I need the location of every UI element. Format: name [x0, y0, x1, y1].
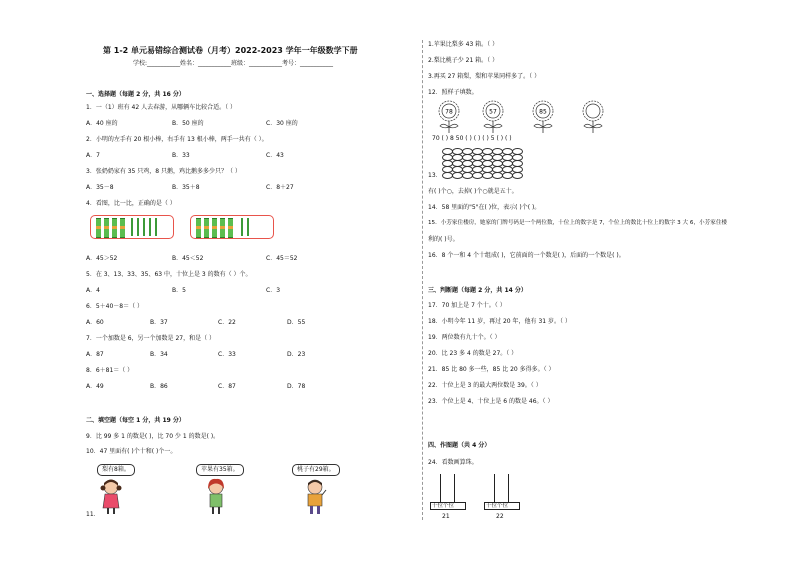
speech-bubble-peaches: 桃子有29箱。: [292, 464, 340, 476]
question-12: 12．照样子填数。: [428, 89, 478, 96]
question-22: 22．十位上是 3 的最大两位数是 39。（ ）: [428, 382, 542, 389]
speech-bubble-apples: 苹果有35箱。: [196, 464, 244, 476]
q8-option-a[interactable]: A．49: [86, 383, 104, 390]
q4-option-b[interactable]: B．45＜52: [172, 255, 204, 262]
flower-number: 85: [539, 108, 547, 116]
student-info-line: 学校:___________姓名：___________班级：___________考号：___________: [133, 60, 334, 67]
flower-icon: [480, 100, 506, 134]
single-stick: [247, 218, 249, 236]
question-10: 10．47 里面有( )个十和( )个一。: [86, 448, 177, 455]
abacus-rod-ones: [508, 474, 509, 502]
flower-number: 78: [445, 108, 453, 116]
section-fill-heading: 二、填空题（每空 1 分，共 19 分）: [86, 417, 185, 424]
abacus-number: 21: [442, 513, 450, 520]
question-16: 16．8 个一和 4 个十组成( )，它前面的一个数是( )，后面的一个数是( )。: [428, 252, 625, 259]
q6-option-b[interactable]: B．37: [150, 319, 168, 326]
speech-bubble-pears: 梨有8箱。: [97, 464, 135, 476]
q11-sub-3: 3.再买 27 箱梨，梨和苹果同样多了。（ ）: [428, 73, 541, 80]
q1-option-b[interactable]: B．50 座的: [172, 120, 204, 127]
girl-red-hair-icon: [205, 478, 227, 516]
q3-option-a[interactable]: A．35－8: [86, 184, 114, 191]
question-13-text: 有( )个○，去掉( )个○就是五十。: [428, 188, 518, 195]
question-6: 6．5＋40－8＝（ ）: [86, 303, 143, 310]
question-19: 19．两位数有九十个。（ ）: [428, 334, 501, 341]
bundle-figure-right: [190, 215, 274, 239]
flower-icon: [530, 100, 556, 134]
question-9: 9．比 99 多 1 的数是( )，比 70 少 1 的数是( )。: [86, 433, 220, 440]
q2-option-b[interactable]: B．33: [172, 152, 190, 159]
q7-option-a[interactable]: A．87: [86, 351, 104, 358]
abacus-place-label: 十位个位: [486, 502, 509, 509]
question-7: 7．一个加数是 6，另一个加数是 27，和是（ ）: [86, 335, 215, 342]
single-stick: [155, 218, 157, 236]
section-judge-heading: 三、判断题（每题 2 分，共 14 分）: [428, 287, 527, 294]
question-23: 23．个位上是 4、十位上是 6 的数是 46。（ ）: [428, 398, 554, 405]
q1-option-a[interactable]: A．40 座的: [86, 120, 118, 127]
q6-option-d[interactable]: D．55: [287, 319, 306, 326]
question-14: 14．58 里面的"5"在( )位，表示( )个( )。: [428, 204, 541, 211]
abacus-rod-tens: [440, 474, 441, 502]
q7-option-c[interactable]: C．33: [218, 351, 236, 358]
q2-option-c[interactable]: C．43: [266, 152, 284, 159]
single-stick: [241, 218, 243, 236]
single-stick: [149, 218, 151, 236]
question-18: 18．小明今年 11 岁，再过 20 年，他有 31 岁。（ ）: [428, 318, 571, 325]
question-4: 4．看图，比一比，正确的是（ ）: [86, 200, 176, 207]
column-divider: [422, 40, 423, 520]
q2-option-a[interactable]: A．7: [86, 152, 100, 159]
boy-icon: [303, 478, 327, 516]
stick-bundle: [112, 218, 117, 238]
q1-option-c[interactable]: C．30 座的: [266, 120, 298, 127]
question-21: 21．85 比 80 多一些，85 比 20 多得多。（ ）: [428, 366, 555, 373]
q6-option-a[interactable]: A．60: [86, 319, 104, 326]
single-stick: [131, 218, 133, 236]
question-17: 17．70 加上是 7 个十。（ ）: [428, 302, 506, 309]
abacus-21: [430, 474, 466, 520]
q8-option-c[interactable]: C．87: [218, 383, 236, 390]
q6-option-c[interactable]: C．22: [218, 319, 236, 326]
page-title: 第 1-2 单元易错综合测试卷（月考）2022-2023 学年一年级数学下册: [103, 46, 358, 55]
bead-circle: [512, 172, 523, 179]
q3-option-c[interactable]: C．8＋27: [266, 184, 294, 191]
flower-icon: [580, 100, 606, 134]
q5-option-c[interactable]: C．3: [266, 287, 281, 294]
question-20: 20．比 23 多 4 的数是 27。（ ）: [428, 350, 518, 357]
stick-bundle: [104, 218, 109, 238]
stick-bundle: [96, 218, 101, 238]
q4-option-c[interactable]: C．45＝52: [266, 255, 298, 262]
stick-bundle: [204, 218, 209, 238]
stick-bundle: [196, 218, 201, 238]
abacus-place-label: 十位个位: [432, 502, 455, 509]
q4-option-a[interactable]: A．45＞52: [86, 255, 118, 262]
question-11: 11．: [86, 511, 100, 518]
q5-option-b[interactable]: B．5: [172, 287, 186, 294]
q8-option-b[interactable]: B．86: [150, 383, 168, 390]
stick-bundle: [120, 218, 125, 238]
stick-bundle: [220, 218, 225, 238]
flower-number: 57: [489, 108, 497, 116]
section-choice-heading: 一、选择题（每题 2 分，共 16 分）: [86, 91, 185, 98]
question-8: 8．6＋81＝（ ）: [86, 367, 134, 374]
abacus-rod-tens: [494, 474, 495, 502]
abacus-number: 22: [496, 513, 504, 520]
question-15-cont: 利的( )号。: [428, 236, 459, 243]
q3-option-b[interactable]: B．35＋8: [172, 184, 200, 191]
q5-option-a[interactable]: A．4: [86, 287, 100, 294]
q11-sub-2: 2.梨比桃子少 21 箱。（ ）: [428, 57, 499, 64]
bead-grid: [442, 148, 524, 178]
abacus-22: [484, 474, 520, 520]
bundle-figure-left: [90, 215, 174, 239]
girl-pigtails-icon: [100, 478, 122, 516]
question-3: 3．张奶奶家有 35 只鸡，8 只鹅，鸡比鹅多多少只？（ ）: [86, 168, 241, 175]
question-2: 2．小明的左手有 20 根小棒，右手有 13 根小棒，两手一共有（ ）。: [86, 136, 268, 143]
section-draw-heading: 四、作图题（共 4 分）: [428, 442, 491, 449]
q7-option-b[interactable]: B．34: [150, 351, 168, 358]
single-stick: [143, 218, 145, 236]
question-24: 24．看数画算珠。: [428, 459, 478, 466]
q8-option-d[interactable]: D．78: [287, 383, 306, 390]
flower-icon: [436, 100, 462, 134]
single-stick: [137, 218, 139, 236]
question-13: 13．: [428, 172, 442, 179]
q11-sub-1: 1.苹果比梨多 43 箱。（ ）: [428, 41, 499, 48]
q7-option-d[interactable]: D．23: [287, 351, 306, 358]
stick-bundle: [212, 218, 217, 238]
flower-answer-row: 70 ( ) 8 50 ( ) ( ) ( ) 5 ( ) ( ): [432, 135, 512, 142]
question-15: 15．小芳家住楼房，她家的门牌号码是一个两位数，十位上的数字是 7，个位上的数比十位上的数字 3 大 6，小芳家住楼: [428, 220, 728, 226]
question-5: 5．在 3、13、33、35、63 中，十位上是 3 的数有（ ）个。: [86, 271, 252, 278]
stick-bundle: [228, 218, 233, 238]
abacus-rod-ones: [454, 474, 455, 502]
question-1: 1．一（1）班有 42 人去春游，从哪辆车比较合适。（ ）: [86, 104, 236, 111]
